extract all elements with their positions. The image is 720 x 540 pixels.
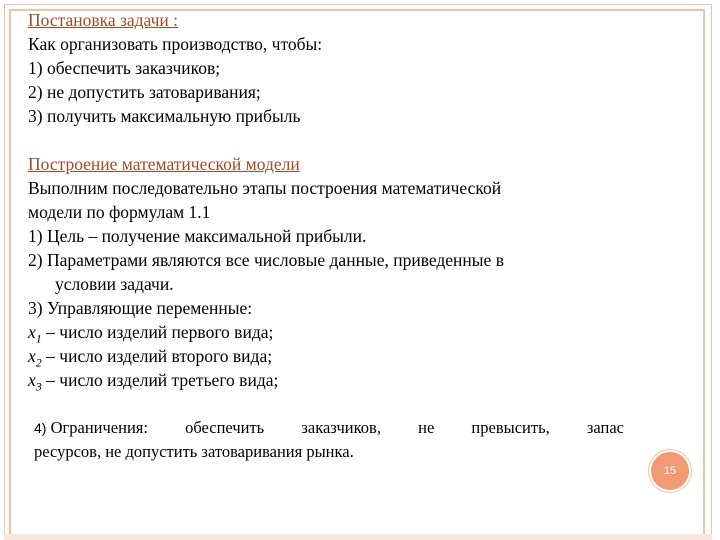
model-params-line: 2) Параметрами являются все числовые данные, приведенные в (28, 250, 504, 270)
constraints-line: ресурсов, не допустить затоваривания рынка. (34, 442, 354, 461)
variable-index: 1 (35, 331, 42, 346)
task-line: 2) не допустить затоваривания; (28, 82, 261, 102)
page-number-badge: 15 (649, 450, 691, 492)
constraints-word: заказчиков, (301, 418, 381, 437)
constraints-paragraph (34, 416, 624, 464)
constraints-word: запас (586, 418, 624, 437)
variable-symbol: x (28, 322, 36, 342)
slide-frame-bottom (4, 534, 712, 540)
variable-line (28, 368, 278, 392)
constraints-number: 4) (34, 420, 47, 436)
model-params-line: условии задачи. (55, 274, 174, 294)
constraints-line (34, 416, 624, 440)
variable-description: – число изделий первого вида; (41, 322, 274, 342)
model-controls: 3) Управляющие переменные: (28, 298, 253, 318)
variable-description: – число изделий второго вида; (41, 346, 273, 366)
constraints-word: обеспечить (185, 418, 265, 437)
variable-symbol: x (28, 370, 36, 390)
constraints-word: Ограничения: (50, 418, 148, 437)
variable-index: 3 (35, 379, 42, 394)
constraints-word: не (418, 418, 435, 437)
variable-line (28, 344, 272, 368)
model-intro-line: модели по формулам 1.1 (28, 202, 211, 222)
variable-symbol: x (28, 346, 36, 366)
task-line: 3) получить максимальную прибыль (28, 106, 301, 126)
variable-description: – число изделий третьего вида; (41, 370, 279, 390)
variable-index: 2 (35, 355, 42, 370)
model-goal: 1) Цель – получение максимальной прибыли. (28, 226, 367, 246)
task-line: Как организовать производство, чтобы: (28, 34, 323, 54)
variable-line (28, 320, 273, 344)
task-line: 1) обеспечить заказчиков; (28, 58, 221, 78)
task-statement-heading: Постановка задачи : (28, 10, 179, 30)
model-intro-line: Выполним последовательно этапы построения математической (28, 178, 502, 198)
constraints-word: превысить, (471, 418, 550, 437)
model-heading: Построение математической модели (28, 154, 300, 174)
